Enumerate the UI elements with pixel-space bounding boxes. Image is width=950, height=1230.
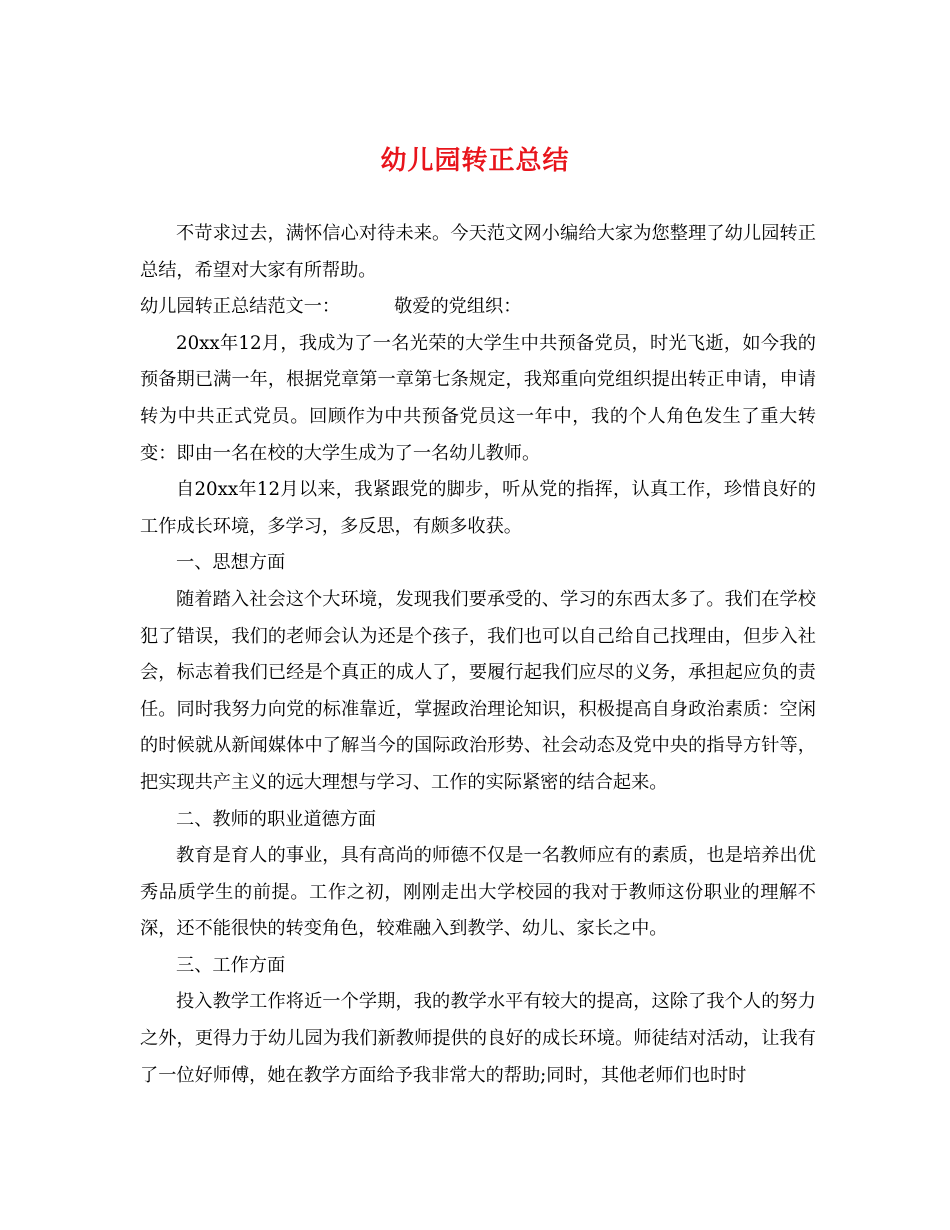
- section-paragraph: 投入教学工作将近一个学期，我的教学水平有较大的提高，这除了我个人的努力之外，更得力于幼儿园为我们新教师提供的良好的成长环境。师徒结对活动，让我有了一位好师傅，她在教学方面给予我非常大的帮助;同时，其他老师们也时时: [140, 991, 816, 1086]
- body-paragraph: 自20xx年12月以来，我紧跟党的脚步，听从党的指挥，认真工作，珍惜良好的工作成长环境，多学习，多反思，有颇多收获。: [140, 479, 816, 537]
- section-heading: 二、教师的职业道德方面: [176, 808, 377, 830]
- intro-paragraph: 不苛求过去，满怀信心对待未来。今天范文网小编给大家为您整理了幼儿园转正总结，希望对大家有所帮助。: [140, 223, 816, 281]
- body-paragraph: 20xx年12月，我成为了一名光荣的大学生中共预备党员，时光飞逝，如今我的预备期已满一年，根据党章第一章第七条规定，我郑重向党组织提出转正申请，申请转为中共正式党员。回顾作为中共预备党员这一年中，我的个人角色发生了重大转变：即由一名在校的大学生成为了一名幼儿教师。: [140, 332, 816, 464]
- section-paragraph: 随着踏入社会这个大环境，发现我们要承受的、学习的东西太多了。我们在学校犯了错误，我们的老师会认为还是个孩子，我们也可以自己给自己找理由，但步入社会，标志着我们已经是个真正的成人了，要履行起我们应尽的义务，承担起应负的责任。同时我努力向党的标准靠近，掌握政治理论知识，积极提高自身政治素质：空闲的时候就从新闻媒体中了解当今的国际政治形势、社会动态及党中央的指导方针等，把实现共产主义的远大理想与学习、工作的实际紧密的结合起来。: [140, 588, 816, 793]
- section-paragraph: 教育是育人的事业，具有高尚的师德不仅是一名教师应有的素质，也是培养出优秀品质学生的前提。工作之初，刚刚走出大学校园的我对于教师这份职业的理解不深，还不能很快的转变角色，较难融入到教学、幼儿、家长之中。: [140, 845, 816, 940]
- sample-label-line: [140, 289, 816, 326]
- salutation: 敬爱的党组织：: [394, 296, 522, 318]
- section-heading: 三、工作方面: [176, 954, 286, 976]
- section-heading: 一、思想方面: [176, 552, 286, 574]
- document-body: [140, 216, 816, 1094]
- document-title: 幼儿园转正总结: [380, 146, 570, 176]
- sample-label: 幼儿园转正总结范文一：: [140, 296, 341, 318]
